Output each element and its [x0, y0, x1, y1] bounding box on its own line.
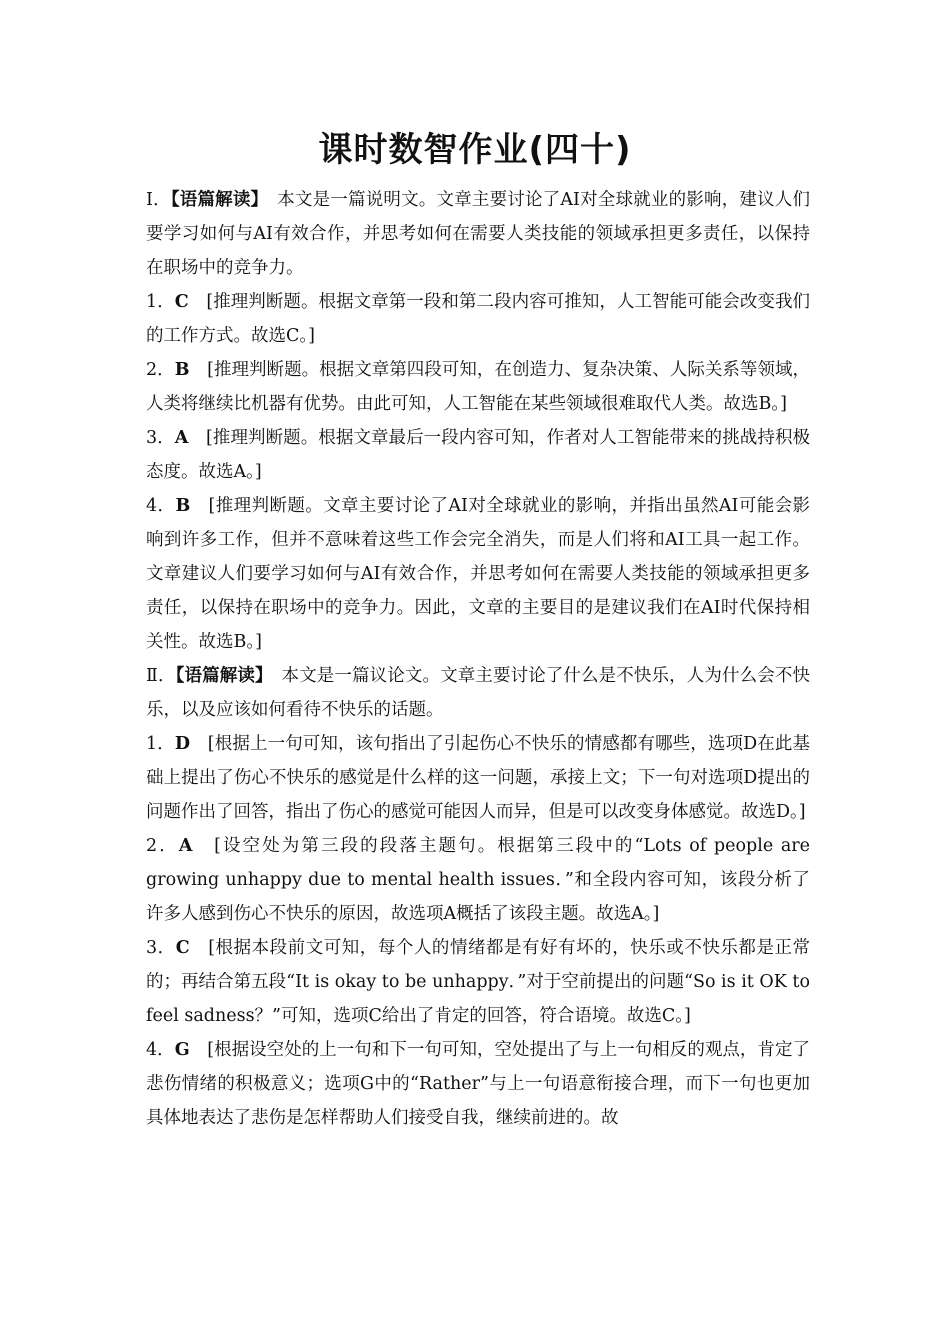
section-1-summary: 本文是一篇说明文。文章主要讨论了AI对全球就业的影响，建议人们要学习如何与AI有效合作，并思考如何在需要人类技能的领域承担更多责任，以保持在职场中的竞争力。 [146, 190, 810, 278]
item-answer: G [174, 1040, 190, 1060]
item-explanation: [推理判断题。根据文章最后一段内容可知，作者对人工智能带来的挑战持积极态度。故选A。] [146, 428, 811, 482]
item-answer: B [174, 360, 190, 380]
item-answer: C [175, 938, 190, 958]
answer-item [146, 353, 810, 421]
item-number: 1． [146, 292, 175, 312]
answer-item [146, 489, 810, 659]
item-number: 1． [146, 734, 175, 754]
section-1-marker: Ⅰ． [146, 190, 171, 210]
item-answer: B [175, 496, 191, 516]
section-2-intro [146, 659, 810, 727]
item-explanation: [推理判断题。根据文章第一段和第二段内容可推知，人工智能可能会改变我们的工作方式。故选C。] [146, 292, 811, 346]
item-number: 3． [146, 938, 176, 958]
item-explanation: [推理判断题。根据文章第四段可知，在创造力、复杂决策、人际关系等领域，人类将继续比机器有优势。由此可知，人工智能在某些领域很难取代人类。故选B。] [146, 360, 811, 414]
section-1-intro [146, 183, 810, 285]
answer-item [146, 727, 810, 829]
item-explanation: [根据本段前文可知，每个人的情绪都是有好有坏的，快乐或不快乐都是正常的；再结合第五段“It is okay to be unhappy．”对于空前提出的问题“So is it OK to feel sadness？”可知，选项C给出了肯定的回答，符合语境。故选C。] [146, 938, 811, 1026]
answer-item [146, 285, 810, 353]
item-explanation: [推理判断题。文章主要讨论了AI对全球就业的影响，并指出虽然AI可能会影响到许多工作，但并不意味着这些工作会完全消失，而是人们将和AI工具一起工作。文章建议人们要学习如何与AI有效合作，并思考如何在需要人类技能的领域承担更多责任，以保持在职场中的竞争力。因此，文章的主要目的是建议我们在AI时代保持相关性。故选B。] [146, 496, 811, 652]
item-number: 4． [146, 496, 176, 516]
answer-item [146, 421, 810, 489]
section-1-tag: 【语篇解读】 [170, 190, 260, 210]
answer-item [146, 829, 810, 931]
item-number: 3． [146, 428, 175, 448]
page-title: 课时数智作业(四十) [318, 130, 632, 170]
item-number: 2． [146, 360, 175, 380]
section-2-summary: 本文是一篇议论文。文章主要讨论了什么是不快乐，人为什么会不快乐，以及应该如何看待不快乐的话题。 [146, 666, 811, 720]
item-explanation: [根据设空处的上一句和下一句可知，空处提出了与上一句相反的观点，肯定了悲伤情绪的积极意义；选项G中的“Rather”与上一句语意衔接合理，而下一句也更加具体地表达了悲伤是怎样帮助人们接受自我，继续前进的。故 [146, 1040, 811, 1128]
item-explanation: [根据上一句可知，该句指出了引起伤心不快乐的情感都有哪些，选项D在此基础上提出了伤心不快乐的感觉是什么样的这一问题，承接上文；下一句对选项D提出的问题作出了回答，指出了伤心的感觉可能因人而异，但是可以改变身体感觉。故选D。] [146, 734, 811, 822]
answer-content [146, 183, 810, 1135]
item-answer: A [174, 428, 189, 448]
answer-item [146, 1033, 810, 1135]
answer-item [146, 931, 810, 1033]
item-answer: C [174, 292, 189, 312]
item-answer: D [174, 734, 191, 754]
item-number: 2． [146, 836, 179, 856]
section-2-tag: 【语篇解读】 [175, 666, 264, 686]
item-answer: A [178, 836, 193, 856]
section-2-marker: Ⅱ． [146, 666, 176, 686]
item-explanation: [设空处为第三段的段落主题句。根据第三段中的“Lots of people are growing unhappy due to mental health issues．”和全段内容可知，该段分析了许多人感到伤心不快乐的原因，故选项A概括了该段主题。故选A。] [146, 836, 810, 924]
item-number: 4． [146, 1040, 175, 1060]
